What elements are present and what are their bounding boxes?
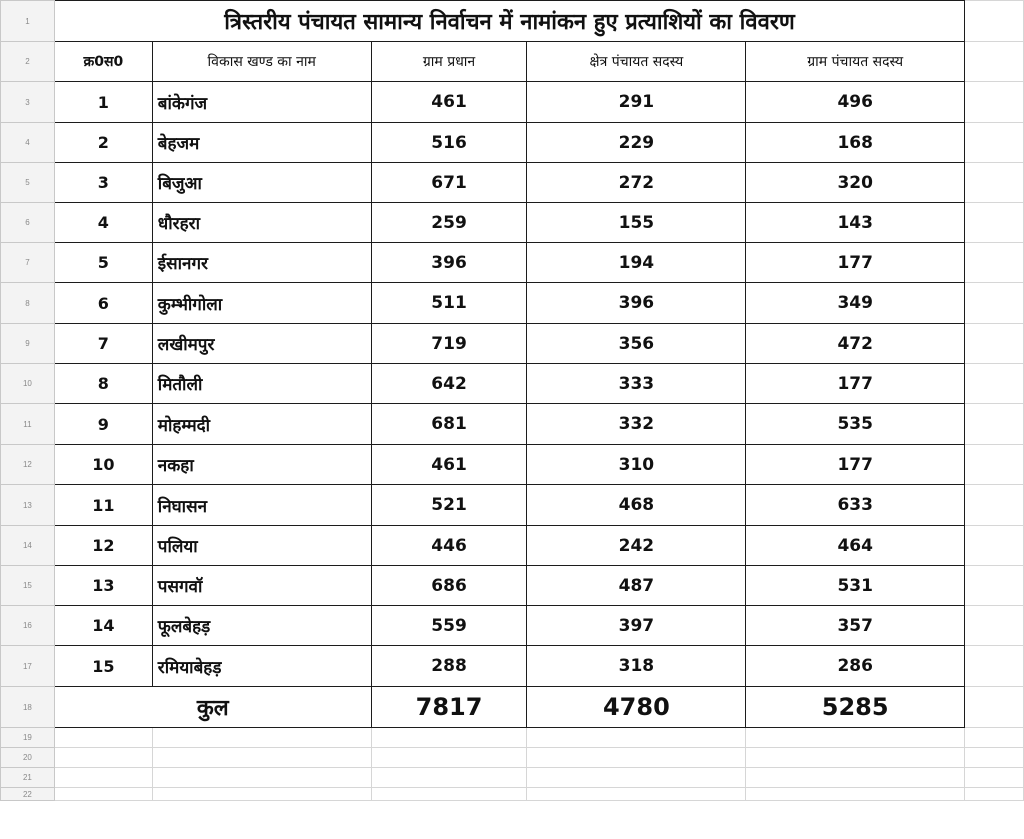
- empty-cell[interactable]: [965, 485, 1024, 526]
- empty-cell[interactable]: [152, 748, 371, 768]
- block-name-cell[interactable]: पलिया: [152, 526, 371, 566]
- empty-cell[interactable]: [965, 445, 1024, 485]
- total-label[interactable]: कुल: [54, 687, 371, 728]
- empty-cell[interactable]: [54, 728, 152, 748]
- empty-cell[interactable]: [152, 768, 371, 788]
- table-row: [1, 364, 1024, 404]
- empty-cell[interactable]: [746, 788, 965, 801]
- empty-cell[interactable]: [965, 728, 1024, 748]
- kshetra-panchayat-cell[interactable]: 242: [527, 526, 746, 566]
- row-header[interactable]: 2: [1, 42, 55, 82]
- kshetra-panchayat-cell[interactable]: 318: [527, 646, 746, 687]
- block-name-cell[interactable]: पसगवॉ: [152, 566, 371, 606]
- empty-cell[interactable]: [965, 1, 1024, 42]
- table-row: [1, 324, 1024, 364]
- empty-cell[interactable]: [152, 728, 371, 748]
- row-header[interactable]: 9: [1, 324, 55, 364]
- table-row: [1, 163, 1024, 203]
- row-header[interactable]: 12: [1, 445, 55, 485]
- serial-cell[interactable]: 13: [54, 566, 152, 606]
- empty-cell[interactable]: [965, 566, 1024, 606]
- gram-pradhan-cell[interactable]: 396: [371, 243, 527, 283]
- empty-cell[interactable]: [965, 768, 1024, 788]
- row-header[interactable]: 7: [1, 243, 55, 283]
- serial-cell[interactable]: 5: [54, 243, 152, 283]
- table-row: [1, 203, 1024, 243]
- gram-panchayat-cell[interactable]: 286: [746, 646, 965, 687]
- gram-pradhan-cell[interactable]: 642: [371, 364, 527, 404]
- empty-cell[interactable]: [54, 748, 152, 768]
- empty-cell[interactable]: [965, 123, 1024, 163]
- block-name-cell[interactable]: निघासन: [152, 485, 371, 526]
- row-header[interactable]: 3: [1, 82, 55, 123]
- sheet-row: [1, 788, 1024, 801]
- gram-panchayat-cell[interactable]: 320: [746, 163, 965, 203]
- gram-pradhan-cell[interactable]: 671: [371, 163, 527, 203]
- empty-cell[interactable]: [965, 526, 1024, 566]
- empty-cell[interactable]: [527, 788, 746, 801]
- empty-cell[interactable]: [965, 163, 1024, 203]
- table-row: [1, 445, 1024, 485]
- row-header[interactable]: 18: [1, 687, 55, 728]
- row-header[interactable]: 21: [1, 768, 55, 788]
- serial-cell[interactable]: 1: [54, 82, 152, 123]
- table-row: [1, 566, 1024, 606]
- serial-cell[interactable]: 14: [54, 606, 152, 646]
- table-row: [1, 123, 1024, 163]
- gram-panchayat-cell[interactable]: 633: [746, 485, 965, 526]
- row-header[interactable]: 10: [1, 364, 55, 404]
- sheet-row: [1, 42, 1024, 82]
- empty-cell[interactable]: [371, 768, 527, 788]
- block-name-cell[interactable]: बेहजम: [152, 123, 371, 163]
- empty-cell[interactable]: [152, 788, 371, 801]
- header-gram-panchayat[interactable]: ग्राम पंचायत सदस्य: [746, 42, 965, 82]
- empty-cell[interactable]: [965, 687, 1024, 728]
- gram-panchayat-cell[interactable]: 177: [746, 364, 965, 404]
- gram-pradhan-cell[interactable]: 461: [371, 445, 527, 485]
- empty-cell[interactable]: [54, 768, 152, 788]
- gram-panchayat-cell[interactable]: 464: [746, 526, 965, 566]
- serial-cell[interactable]: 9: [54, 404, 152, 445]
- gram-panchayat-cell[interactable]: 177: [746, 243, 965, 283]
- empty-cell[interactable]: [965, 203, 1024, 243]
- kshetra-panchayat-cell[interactable]: 194: [527, 243, 746, 283]
- serial-cell[interactable]: 6: [54, 283, 152, 324]
- total-kshetra-panchayat[interactable]: 4780: [527, 687, 746, 728]
- total-gram-panchayat[interactable]: 5285: [746, 687, 965, 728]
- row-header[interactable]: 22: [1, 788, 55, 801]
- gram-pradhan-cell[interactable]: 259: [371, 203, 527, 243]
- gram-panchayat-cell[interactable]: 357: [746, 606, 965, 646]
- empty-cell[interactable]: [746, 748, 965, 768]
- empty-cell[interactable]: [965, 404, 1024, 445]
- empty-cell[interactable]: [965, 606, 1024, 646]
- row-header[interactable]: 17: [1, 646, 55, 687]
- total-gram-pradhan[interactable]: 7817: [371, 687, 527, 728]
- block-name-cell[interactable]: नकहा: [152, 445, 371, 485]
- kshetra-panchayat-cell[interactable]: 155: [527, 203, 746, 243]
- kshetra-panchayat-cell[interactable]: 397: [527, 606, 746, 646]
- empty-cell[interactable]: [965, 364, 1024, 404]
- empty-cell[interactable]: [371, 788, 527, 801]
- kshetra-panchayat-cell[interactable]: 272: [527, 163, 746, 203]
- kshetra-panchayat-cell[interactable]: 332: [527, 404, 746, 445]
- gram-panchayat-cell[interactable]: 472: [746, 324, 965, 364]
- table-row: [1, 82, 1024, 123]
- empty-cell[interactable]: [54, 788, 152, 801]
- serial-cell[interactable]: 10: [54, 445, 152, 485]
- table-row: [1, 485, 1024, 526]
- row-header[interactable]: 14: [1, 526, 55, 566]
- gram-pradhan-cell[interactable]: 559: [371, 606, 527, 646]
- empty-cell[interactable]: [371, 728, 527, 748]
- kshetra-panchayat-cell[interactable]: 229: [527, 123, 746, 163]
- gram-pradhan-cell[interactable]: 446: [371, 526, 527, 566]
- row-header[interactable]: 16: [1, 606, 55, 646]
- empty-cell[interactable]: [965, 42, 1024, 82]
- table-row: [1, 283, 1024, 324]
- gram-panchayat-cell[interactable]: 168: [746, 123, 965, 163]
- empty-cell[interactable]: [965, 748, 1024, 768]
- gram-panchayat-cell[interactable]: 349: [746, 283, 965, 324]
- serial-cell[interactable]: 7: [54, 324, 152, 364]
- empty-cell[interactable]: [965, 646, 1024, 687]
- empty-cell[interactable]: [746, 768, 965, 788]
- gram-panchayat-cell[interactable]: 143: [746, 203, 965, 243]
- row-header[interactable]: 19: [1, 728, 55, 748]
- block-name-cell[interactable]: ईसानगर: [152, 243, 371, 283]
- serial-cell[interactable]: 3: [54, 163, 152, 203]
- header-gram-pradhan[interactable]: ग्राम प्रधान: [371, 42, 527, 82]
- gram-pradhan-cell[interactable]: 516: [371, 123, 527, 163]
- row-header[interactable]: 20: [1, 748, 55, 768]
- table-row: [1, 404, 1024, 445]
- gram-panchayat-cell[interactable]: 531: [746, 566, 965, 606]
- gram-panchayat-cell[interactable]: 496: [746, 82, 965, 123]
- total-row: [1, 687, 1024, 728]
- row-header[interactable]: 15: [1, 566, 55, 606]
- gram-pradhan-cell[interactable]: 461: [371, 82, 527, 123]
- sheet-row: [1, 1, 1024, 42]
- kshetra-panchayat-cell[interactable]: 356: [527, 324, 746, 364]
- empty-cell[interactable]: [527, 748, 746, 768]
- gram-pradhan-cell[interactable]: 719: [371, 324, 527, 364]
- empty-cell[interactable]: [746, 728, 965, 748]
- gram-pradhan-cell[interactable]: 681: [371, 404, 527, 445]
- serial-cell[interactable]: 4: [54, 203, 152, 243]
- serial-cell[interactable]: 11: [54, 485, 152, 526]
- row-header[interactable]: 5: [1, 163, 55, 203]
- gram-panchayat-cell[interactable]: 535: [746, 404, 965, 445]
- table-row: [1, 646, 1024, 687]
- table-row: [1, 243, 1024, 283]
- block-name-cell[interactable]: रमियाबेहड़: [152, 646, 371, 687]
- block-name-cell[interactable]: लखीमपुर: [152, 324, 371, 364]
- sheet-row: [1, 728, 1024, 748]
- gram-pradhan-cell[interactable]: 521: [371, 485, 527, 526]
- serial-cell[interactable]: 12: [54, 526, 152, 566]
- block-name-cell[interactable]: फूलबेहड़: [152, 606, 371, 646]
- sheet-row: [1, 748, 1024, 768]
- row-header[interactable]: 4: [1, 123, 55, 163]
- block-name-cell[interactable]: मोहम्मदी: [152, 404, 371, 445]
- block-name-cell[interactable]: बिजुआ: [152, 163, 371, 203]
- empty-cell[interactable]: [965, 243, 1024, 283]
- serial-cell[interactable]: 2: [54, 123, 152, 163]
- gram-pradhan-cell[interactable]: 511: [371, 283, 527, 324]
- sheet-row: [1, 768, 1024, 788]
- gram-pradhan-cell[interactable]: 686: [371, 566, 527, 606]
- empty-cell[interactable]: [527, 768, 746, 788]
- kshetra-panchayat-cell[interactable]: 310: [527, 445, 746, 485]
- block-name-cell[interactable]: मितौली: [152, 364, 371, 404]
- serial-cell[interactable]: 15: [54, 646, 152, 687]
- serial-cell[interactable]: 8: [54, 364, 152, 404]
- empty-cell[interactable]: [527, 728, 746, 748]
- block-name-cell[interactable]: बांकेगंज: [152, 82, 371, 123]
- empty-cell[interactable]: [965, 82, 1024, 123]
- block-name-cell[interactable]: कुम्भीगोला: [152, 283, 371, 324]
- row-header[interactable]: 11: [1, 404, 55, 445]
- kshetra-panchayat-cell[interactable]: 333: [527, 364, 746, 404]
- empty-cell[interactable]: [965, 324, 1024, 364]
- row-header[interactable]: 1: [1, 1, 55, 42]
- empty-cell[interactable]: [965, 788, 1024, 801]
- header-serial[interactable]: क्र0स0: [54, 42, 152, 82]
- empty-cell[interactable]: [965, 283, 1024, 324]
- kshetra-panchayat-cell[interactable]: 396: [527, 283, 746, 324]
- kshetra-panchayat-cell[interactable]: 468: [527, 485, 746, 526]
- row-header[interactable]: 6: [1, 203, 55, 243]
- empty-cell[interactable]: [371, 748, 527, 768]
- header-block-name[interactable]: विकास खण्ड का नाम: [152, 42, 371, 82]
- table-row: [1, 606, 1024, 646]
- block-name-cell[interactable]: धौरहरा: [152, 203, 371, 243]
- row-header[interactable]: 13: [1, 485, 55, 526]
- row-header[interactable]: 8: [1, 283, 55, 324]
- table-row: [1, 526, 1024, 566]
- header-kshetra-panchayat[interactable]: क्षेत्र पंचायत सदस्य: [527, 42, 746, 82]
- gram-panchayat-cell[interactable]: 177: [746, 445, 965, 485]
- report-title[interactable]: त्रिस्तरीय पंचायत सामान्य निर्वाचन में नामांकन हुए प्रत्याशियों का विवरण: [54, 1, 964, 42]
- kshetra-panchayat-cell[interactable]: 291: [527, 82, 746, 123]
- gram-pradhan-cell[interactable]: 288: [371, 646, 527, 687]
- kshetra-panchayat-cell[interactable]: 487: [527, 566, 746, 606]
